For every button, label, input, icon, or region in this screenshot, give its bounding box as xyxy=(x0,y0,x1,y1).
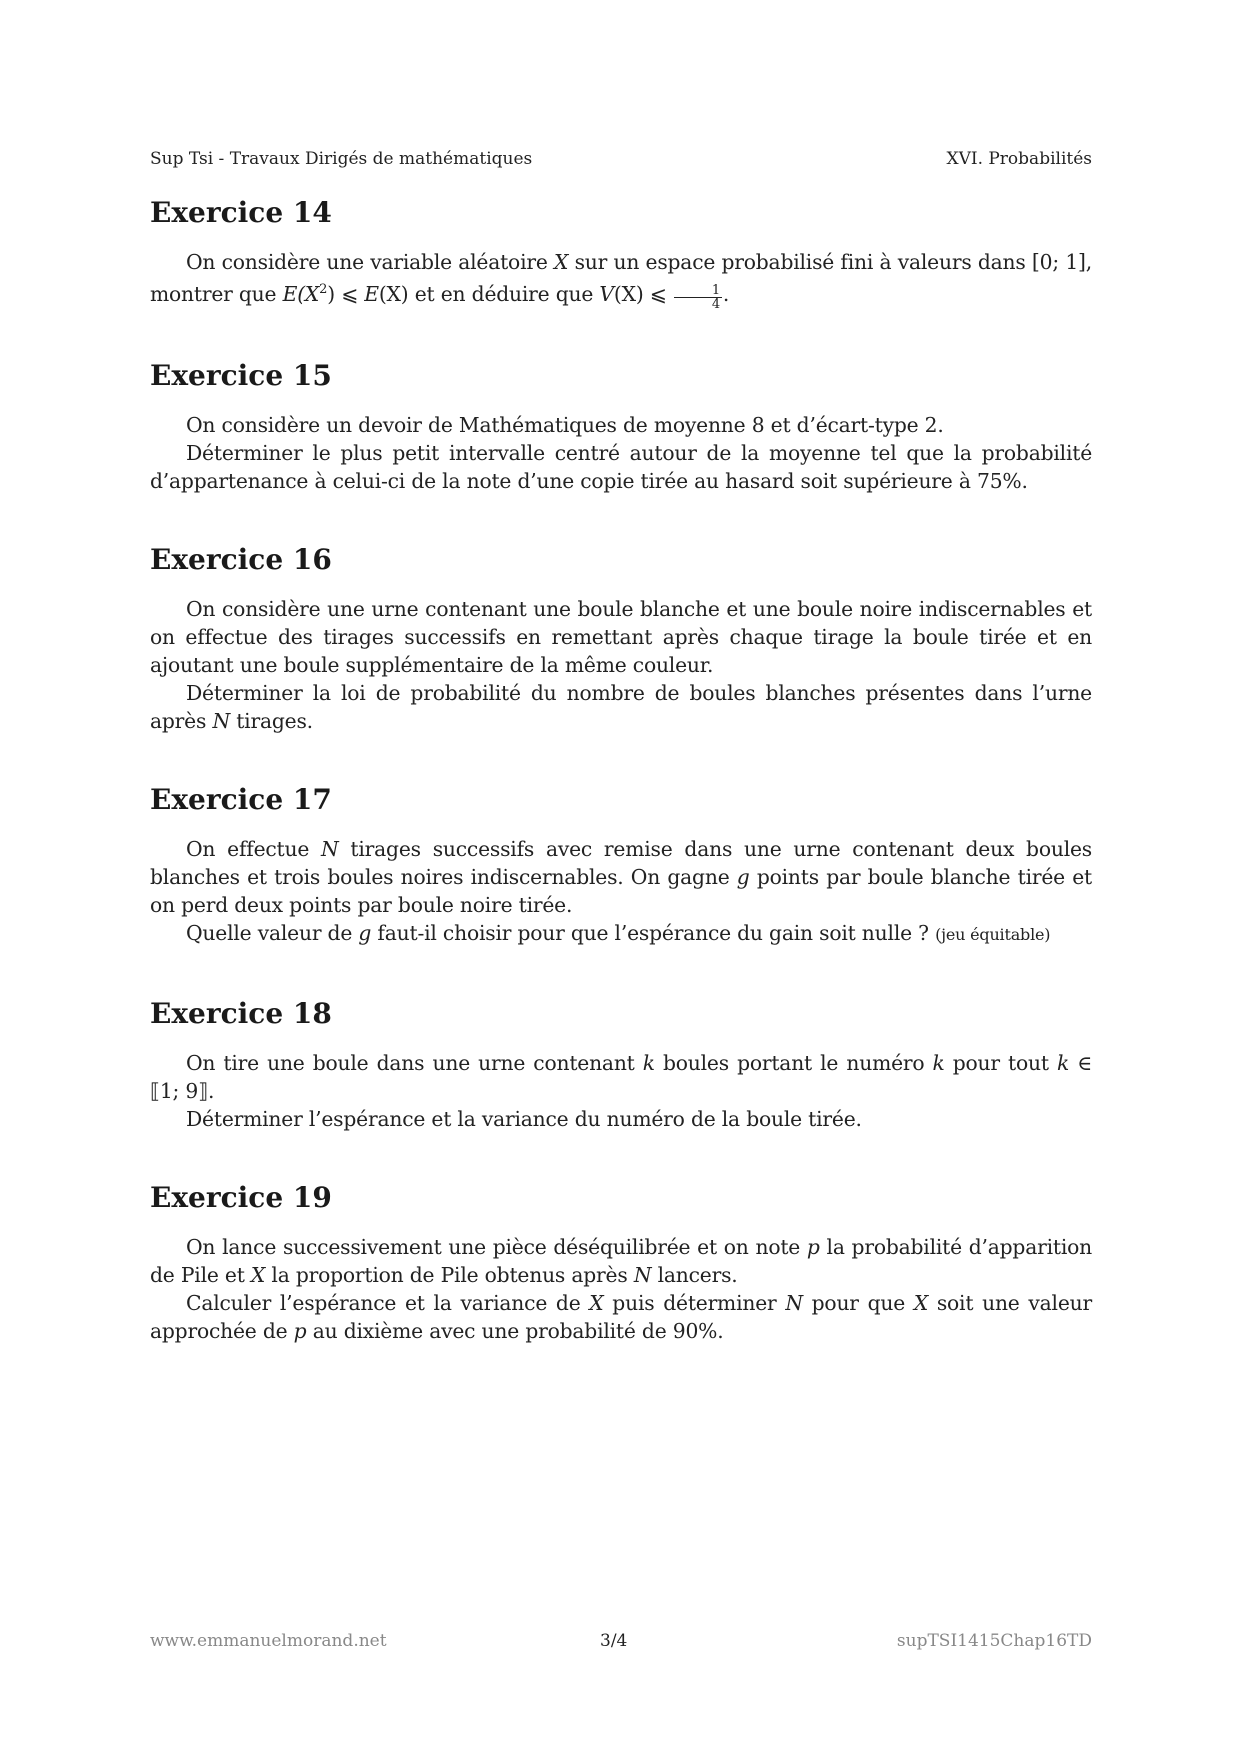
exercise-title: Exercice 19 xyxy=(150,1180,332,1214)
exercise-question: Déterminer l’espérance et la variance du numéro de la boule tirée. xyxy=(186,1106,862,1131)
exercise-question: Déterminer le plus petit intervalle centré autour de la moyenne tel que la probabilité d’appartenance à celui-ci de la note d’une copie tirée au hasard soit supérieure à 75%. xyxy=(150,440,1092,493)
exercise-16 xyxy=(150,543,1092,735)
exercise-title: Exercice 14 xyxy=(150,196,332,229)
header-chapter-title: XVI. Probabilités xyxy=(946,149,1092,169)
fraction-one-quarter: $\frac{1}{4}$ xyxy=(674,284,722,311)
exercise-question: Calculer l’espérance et la variance de X puis déterminer N pour que X soit une valeur approchée de p au dixième avec une probabilité de 90%. xyxy=(150,1290,1092,1343)
exercise-title: Exercice 18 xyxy=(150,996,332,1030)
document-page xyxy=(150,0,1092,1754)
exercise-list xyxy=(150,196,1092,1393)
footer-website-link[interactable]: www.emmanuelmorand.net xyxy=(150,1631,387,1651)
exercise-title: Exercice 16 xyxy=(150,542,332,576)
exercise-question: Quelle valeur de g faut-il choisir pour que l’espérance du gain soit nulle ? (jeu équitable) xyxy=(186,920,1051,945)
running-footer xyxy=(150,1631,1092,1653)
exercise-19 xyxy=(150,1181,1092,1345)
exercise-statement: On considère une variable aléatoire X sur un espace probabilisé fini à valeurs dans [0; 1], montrer que $E(X^2)$ ⩽ E(X) et en déduire que V(X) ⩽ $\frac{1}{4}$ . xyxy=(150,250,1092,312)
exercise-statement: On lance successivement une pièce déséquilibrée et on note p la probabilité d’apparition de Pile et X la proportion de Pile obtenus après N lancers. xyxy=(150,1234,1093,1287)
exercise-18 xyxy=(150,997,1092,1133)
exercise-17 xyxy=(150,783,1092,949)
running-header xyxy=(150,149,1092,171)
footer-document-id: supTSI1415Chap16TD xyxy=(896,1631,1092,1651)
exercise-14 xyxy=(150,196,1092,311)
exercise-statement: On effectue N tirages successifs avec remise dans une urne contenant deux boules blanches et trois boules noires indiscernables. On gagne g points par boule blanche tirée et on perd deux points par boule noire tirée. xyxy=(150,836,1093,917)
exercise-title: Exercice 17 xyxy=(150,782,332,816)
exercise-question: Déterminer la loi de probabilité du nombre de boules blanches présentes dans l’urne après N tirages. xyxy=(150,680,1092,733)
exercise-15 xyxy=(150,359,1092,495)
page-number: 3/4 xyxy=(600,1631,628,1651)
header-course-title: Sup Tsi - Travaux Dirigés de mathématiques xyxy=(150,149,533,169)
exercise-statement: On considère une urne contenant une boule blanche et une boule noire indiscernables et on effectue des tirages successifs en remettant après chaque tirage la boule tirée et en ajoutant une boule supplémentaire de la même couleur. xyxy=(150,596,1092,677)
exercise-statement: On considère un devoir de Mathématiques de moyenne 8 et d’écart-type 2. xyxy=(186,412,944,437)
exercise-statement: On tire une boule dans une urne contenant k boules portant le numéro k pour tout k ∈ ⟦1; 9⟧. xyxy=(150,1050,1092,1103)
exercise-title: Exercice 15 xyxy=(150,358,332,392)
